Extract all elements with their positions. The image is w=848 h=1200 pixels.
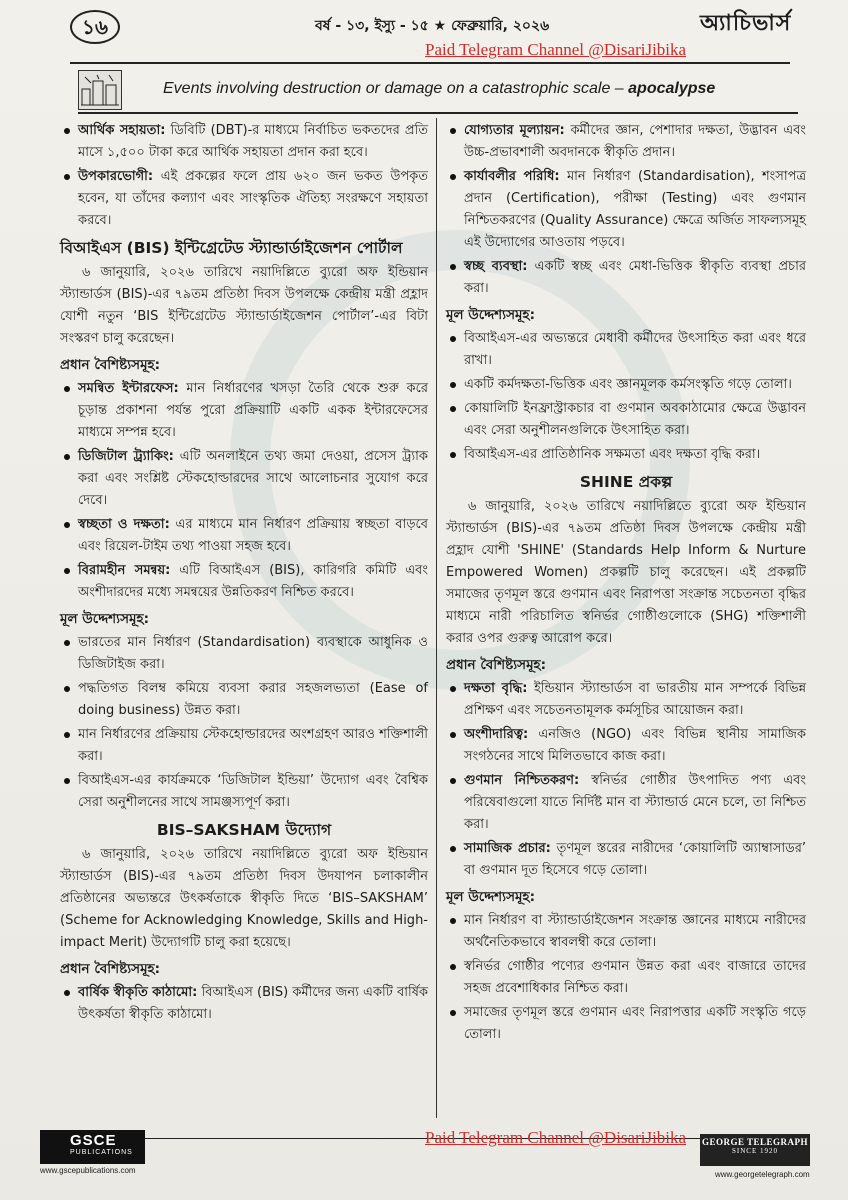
banner-divider — [78, 112, 798, 114]
list-item: মান নির্ধারণের প্রক্রিয়ায় স্টেকহোল্ডারদের অংশগ্রহণ আরও শক্তিশালী করা। — [60, 724, 428, 768]
vocab-banner — [78, 70, 798, 108]
section-title: BIS–SAKSHAM উদ্যোগ — [156, 821, 332, 839]
section-paragraph: ৬ জানুয়ারি, ২০২৬ তারিখে নয়াদিল্লিতে ব্যুরো অফ ইন্ডিয়ান স্ট্যান্ডার্ডস (BIS)-এর ৭৯তম প্রতিষ্ঠা দিবস উপলক্ষে কেন্দ্রীয় মন্ত্রী প্রহ্লাদ যোশী নতুন ‘BIS ইন্টিগ্রেটেড স্ট্যান্ডার্ডাইজেশন পোর্টাল’-এর বিটা সংস্করণ চালু করেছেন। — [60, 265, 428, 346]
list-item: একটি কর্মদক্ষতা-ভিত্তিক এবং জ্ঞানমূলক কর্মসংস্কৃতি গড়ে তোলা। — [446, 374, 806, 396]
list-item: বিআইএস-এর প্রাতিষ্ঠানিক সক্ষমতা এবং দক্ষতা বৃদ্ধি করা। — [446, 444, 806, 466]
gsce-logo-subtext: PUBLICATIONS — [70, 1149, 133, 1156]
subheading: প্রধান বৈশিষ্ট্যসমূহ: — [60, 357, 161, 373]
list-item — [60, 378, 428, 444]
list-item — [446, 166, 806, 254]
bullet-text: একটি স্বচ্ছ এবং মেধা-ভিত্তিক স্বীকৃতি ব্যবস্থা প্রচার করা। — [464, 259, 806, 296]
bullet-label: বিরামহীন সমন্বয়: — [78, 563, 171, 578]
list-item — [60, 982, 428, 1026]
list-item: পদ্ধতিগত বিলম্ব কমিয়ে ব্যবসা করার সহজলভ্যতা (Ease of doing business) উন্নত করা। — [60, 678, 428, 722]
bullet-label: সমন্বিত ইন্টারফেস: — [78, 381, 179, 396]
page-number: ১৬ — [70, 10, 120, 44]
list-item: মান নির্ধারণ বা স্ট্যান্ডার্ডাইজেশন সংক্রান্ত জ্ঞানের মাধ্যমে নারীদের অর্থনৈতিকভাবে স্বাবলম্বী করে তোলা। — [446, 910, 806, 954]
bullet-text: বিআইএস (BIS) কর্মীদের জন্য একটি বার্ষিক উৎকর্ষতা স্বীকৃতি কাঠামো। — [78, 985, 428, 1022]
list-item — [446, 678, 806, 722]
bullet-text: এটি অনলাইনে তথ্য জমা দেওয়া, প্রসেস ট্র্যাক করা এবং সংশ্লিষ্ট স্টেকহোল্ডারদের সাথে আলোচনার সুযোগ করে দেবে। — [78, 449, 428, 508]
bullet-text: তৃণমূল স্তরের নারীদের ‘কোয়ালিটি অ্যাম্বাসাডর’ বা গুণমান দূত হিসেবে গড়ে তোলা। — [464, 841, 806, 878]
bullet-text: কর্মীদের জ্ঞান, পেশাদার দক্ষতা, উদ্ভাবন এবং উচ্চ-প্রভাবশালী অবদানকে স্বীকৃতি প্রদান। — [464, 123, 806, 160]
bullet-label: ডিজিটাল ট্র্যাকিং: — [78, 449, 174, 464]
list-item: বিআইএস-এর অভ্যন্তরে মেধাবী কর্মীদের উৎসাহিত করা এবং ধরে রাখা। — [446, 328, 806, 372]
gsce-url: www.gscepublications.com — [40, 1166, 136, 1175]
banner-word: apocalypse — [628, 80, 716, 97]
bullet-text: ডিবিটি (DBT)-র মাধ্যমে নির্বাচিত ভকতদের প্রতি মাসে ১,৫০০ টাকা করে আর্থিক সহায়তা প্রদান করা হবে। — [78, 123, 428, 160]
subheading: মূল উদ্দেশ্যসমূহ: — [60, 611, 149, 627]
list-item — [446, 770, 806, 836]
bullet-text: স্বনির্ভর গোষ্ঠীর উৎপাদিত পণ্য এবং পরিষেবাগুলো যাতে নির্দিষ্ট মান বা স্ট্যান্ডার্ড মেনে চলে, তা নিশ্চিত করা। — [464, 773, 806, 832]
right-column — [446, 120, 806, 1048]
bullet-text: এর মাধ্যমে মান নির্ধারণ প্রক্রিয়ায় স্বচ্ছতা বাড়বে এবং রিয়েল-টাইম তথ্য পাওয়া সহজ হবে। — [78, 517, 428, 554]
list-item — [60, 120, 428, 164]
list-item — [446, 724, 806, 768]
subheading: প্রধান বৈশিষ্ট্যসমূহ: — [60, 961, 161, 977]
subheading: মূল উদ্দেশ্যসমূহ: — [446, 889, 535, 905]
george-telegraph-logo-subtext: SINCE 1920 — [732, 1147, 778, 1155]
george-telegraph-logo-text: GEORGE TELEGRAPH — [701, 1137, 809, 1147]
subheading: মূল উদ্দেশ্যসমূহ: — [446, 307, 535, 323]
section-title: SHINE প্রকল্প — [579, 473, 673, 491]
bullet-label: কার্যাবলীর পরিধি: — [464, 169, 560, 184]
section-title: বিআইএস (BIS) ইন্টিগ্রেটেড স্ট্যান্ডার্ডাইজেশন পোর্টাল — [60, 239, 403, 257]
ruins-illustration-icon — [78, 70, 122, 110]
left-column — [60, 120, 428, 1028]
list-item — [446, 256, 806, 300]
bullet-text: ইন্ডিয়ান স্ট্যান্ডার্ডস বা ভারতীয় মান সম্পর্কে বিভিন্ন প্রশিক্ষণ এবং সচেতনতামূলক কর্মসূচির আয়োজন করা। — [464, 681, 806, 718]
bullet-text: মান নির্ধারণ (Standardisation), শংসাপত্র প্রদান (Certification), পরীক্ষা (Testing) এবং গুণমান নিশ্চিতকরণের (Quality Assurance) ক্ষেত্রে অর্জিত সাফল্যসমূহ এই উদ্যোগের আওতায় পড়বে। — [464, 169, 807, 250]
list-item: সমাজের তৃণমূল স্তরে গুণমান এবং নিরাপত্তার একটি সংস্কৃতি গড়ে তোলা। — [446, 1002, 806, 1046]
bullet-text: এটি বিআইএস (BIS), কারিগরি কমিটি এবং অংশীদারদের মধ্যে সমন্বয়ের উন্নতিকরণ নিশ্চিত করবে। — [78, 563, 428, 600]
banner-definition: Events involving destruction or damage on a catastrophic scale – — [163, 80, 624, 97]
george-telegraph-logo — [700, 1134, 810, 1166]
bullet-text: মান নির্ধারণের খসড়া তৈরি থেকে শুরু করে চূড়ান্ত প্রকাশনা পর্যন্ত পুরো প্রক্রিয়াটি একটি একক ইন্টারফেসের মাধ্যমে সম্পন্ন হবে। — [78, 381, 428, 440]
bullet-label: বার্ষিক স্বীকৃতি কাঠামো: — [78, 985, 198, 1000]
header-divider — [70, 62, 790, 64]
bullet-label: দক্ষতা বৃদ্ধি: — [464, 681, 528, 696]
bullet-label: যোগ্যতার মূল্যায়ন: — [464, 123, 565, 138]
banner-text — [163, 80, 715, 98]
bullet-text: এই প্রকল্পের ফলে প্রায় ৬২০ জন ভকত উপকৃত হবেন, যা তাঁদের কল্যাণ এবং সাংস্কৃতিক ঐতিহ্য সংরক্ষণে সহায়তা করবে। — [78, 169, 428, 228]
telegram-watermark-bottom: Paid Telegram Channel @DisariJibika — [425, 1128, 687, 1147]
subheading: প্রধান বৈশিষ্ট্যসমূহ: — [446, 657, 547, 673]
george-telegraph-url: www.georgetelegraph.com — [715, 1170, 810, 1179]
bullet-label: অংশীদারিত্ব: — [464, 727, 529, 742]
issue-info: বর্ষ - ১৩, ইস্যু - ১৫ ★ ফেব্রুয়ারি, ২০২৬ — [315, 18, 550, 34]
telegram-watermark-top: Paid Telegram Channel @DisariJibika — [425, 40, 687, 59]
list-item — [60, 446, 428, 512]
bullet-label: আর্থিক সহায়তা: — [78, 123, 166, 138]
list-item: বিআইএস-এর কার্যক্রমকে ‘ডিজিটাল ইন্ডিয়া’ উদ্যোগ এবং বৈশ্বিক সেরা অনুশীলনের সাথে সামঞ্জস্যপূর্ণ করা। — [60, 770, 428, 814]
list-item — [446, 120, 806, 164]
gsce-logo — [40, 1130, 145, 1164]
bullet-label: গুণমান নিশ্চিতকরণ: — [464, 773, 580, 788]
magazine-brand: অ্যাচিভার্স — [700, 10, 792, 36]
column-divider — [436, 118, 437, 1118]
list-item: ভারতের মান নির্ধারণ (Standardisation) ব্যবস্থাকে আধুনিক ও ডিজিটাইজ করা। — [60, 632, 428, 676]
bullet-label: উপকারভোগী: — [78, 169, 154, 184]
list-item — [60, 514, 428, 558]
list-item: কোয়ালিটি ইনফ্রাস্ট্রাকচার বা গুণমান অবকাঠামোর ক্ষেত্রে উদ্ভাবন এবং সেরা অনুশীলনগুলিকে উৎসাহিত করা। — [446, 398, 806, 442]
bullet-label: সামাজিক প্রচার: — [464, 841, 551, 856]
list-item: স্বনির্ভর গোষ্ঠীর পণ্যের গুণমান উন্নত করা এবং বাজারে তাদের সহজ প্রবেশাধিকার নিশ্চিত করা। — [446, 956, 806, 1000]
section-paragraph: ৬ জানুয়ারি, ২০২৬ তারিখে নয়াদিল্লিতে ব্যুরো অফ ইন্ডিয়ান স্ট্যান্ডার্ডস (BIS)-এর ৭৯তম প্রতিষ্ঠা দিবস উপলক্ষে কেন্দ্রীয় মন্ত্রী প্রহ্লাদ যোশী 'SHINE' (Standards Help Inform & Nurture Empowered Women) প্রকল্পটি চালু করেছেন। এই প্রকল্পটি সমাজের তৃণমূল স্তরে গুণমান এবং নিরাপত্তা সংক্রান্ত সচেতনতা বৃদ্ধির মাধ্যমে নারী পরিচালিত স্বনির্ভর গোষ্ঠীগুলোকে (SHG) শক্তিশালী করার ওপর গুরুত্ব আরোপ করে। — [446, 499, 806, 646]
bullet-text: এনজিও (NGO) এবং বিভিন্ন স্থানীয় সামাজিক সংগঠনের সাথে মিলিতভাবে কাজ করা। — [464, 727, 806, 764]
list-item — [60, 166, 428, 232]
bullet-label: স্বচ্ছ ব্যবস্থা: — [464, 259, 528, 274]
section-paragraph: ৬ জানুয়ারি, ২০২৬ তারিখে নয়াদিল্লিতে ব্যুরো অফ ইন্ডিয়ান স্ট্যান্ডার্ডস (BIS)-এর ৭৯তম প্রতিষ্ঠা দিবস উদযাপন চলাকালীন প্রতিষ্ঠানের অভ্যন্তরে উৎকর্ষতাকে স্বীকৃতি দিতে ‘BIS–SAKSHAM’ (Scheme for Acknowledging Knowledge, Skills and High-impact Merit) উদ্যোগটি চালু করা হয়েছে। — [60, 847, 428, 950]
list-item — [60, 560, 428, 604]
list-item — [446, 838, 806, 882]
bullet-label: স্বচ্ছতা ও দক্ষতা: — [78, 517, 170, 532]
gsce-logo-text: GSCE — [70, 1132, 117, 1149]
